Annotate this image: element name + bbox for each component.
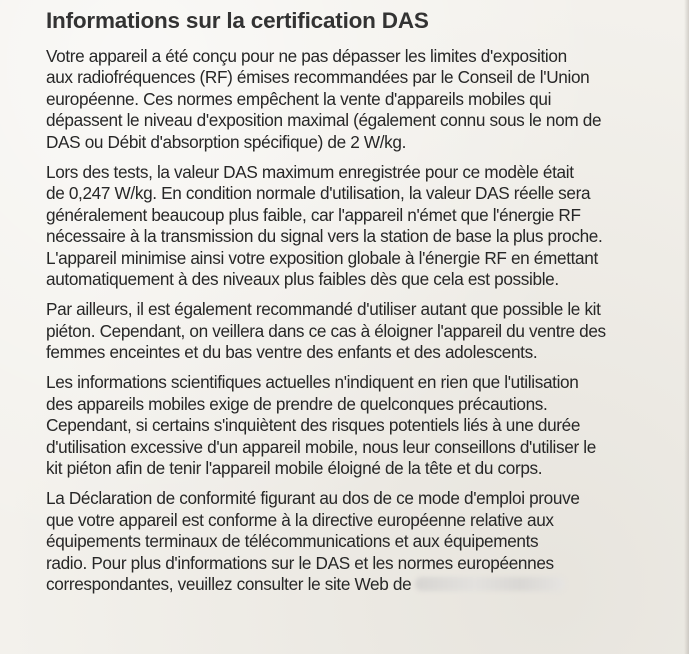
text-line: que votre appareil est conforme à la directive européenne relative aux — [46, 509, 554, 530]
text-line: nécessaire à la transmission du signal vers la station de base la plus proche. — [46, 226, 603, 247]
paragraph-sar-limits — [46, 46, 686, 153]
text-line: des appareils mobiles exige de prendre de quelconques précautions. — [46, 393, 548, 414]
text-line: kit piéton afin de tenir l'appareil mobile éloigné de la tête et du corps. — [46, 458, 543, 479]
paragraph-scientific-info — [46, 372, 686, 479]
paragraph-test-results — [46, 162, 686, 290]
document-body — [46, 46, 686, 604]
text-line: Les informations scientifiques actuelles n'indiquent en rien que l'utilisation — [46, 372, 579, 393]
text-line: radio. Pour plus d'informations sur le DAS et les normes européennes — [46, 552, 554, 573]
text-line: généralement beaucoup plus faible, car l'appareil n'émet que l'énergie RF — [46, 204, 581, 225]
text-line: européenne. Ces normes empêchent la vente d'appareils mobiles qui — [46, 88, 552, 109]
text-line: de 0,247 W/kg. En condition normale d'utilisation, la valeur DAS réelle sera — [46, 183, 591, 204]
page-edge-shadow — [684, 0, 689, 654]
text-line: dépassent le niveau d'exposition maximal (également connu sous le nom de — [46, 110, 602, 131]
paragraph-declaration-conformity — [46, 488, 686, 595]
paragraph-hands-free-kit — [46, 299, 686, 363]
text-line-with-redaction — [46, 574, 686, 595]
text-line: correspondantes, veuillez consulter le site Web de — [46, 573, 412, 594]
text-line: Par ailleurs, il est également recommandé d'utiliser autant que possible le kit — [46, 299, 601, 320]
text-line: Votre appareil a été conçu pour ne pas dépasser les limites d'exposition — [46, 46, 567, 66]
text-line: piéton. Cependant, on veillera dans ce cas à éloigner l'appareil du ventre des — [46, 320, 606, 341]
text-line: équipements terminaux de télécommunications et aux équipements — [46, 531, 539, 552]
text-line: Cependant, si certains s'inquiètent des risques potentiels liés à une durée — [46, 415, 581, 436]
text-line: L'appareil minimise ainsi votre exposition globale à l'énergie RF en émettant — [46, 247, 598, 268]
text-line: automatiquement à des niveaux plus faibles dès que cela est possible. — [46, 268, 559, 289]
section-title: Informations sur la certification DAS — [46, 8, 429, 33]
text-line: La Déclaration de conformité figurant au dos de ce mode d'emploi prouve — [46, 488, 580, 509]
redacted-website — [415, 577, 565, 591]
text-line: femmes enceintes et du bas ventre des enfants et des adolescents. — [46, 342, 538, 363]
text-line: d'utilisation excessive d'un appareil mobile, nous leur conseillons d'utiliser le — [46, 436, 596, 457]
text-line: Lors des tests, la valeur DAS maximum enregistrée pour ce modèle était — [46, 161, 574, 182]
text-line: DAS ou Débit d'absorption spécifique) de 2 W/kg. — [46, 131, 407, 152]
text-line: aux radiofréquences (RF) émises recommandées par le Conseil de l'Union — [46, 67, 590, 88]
